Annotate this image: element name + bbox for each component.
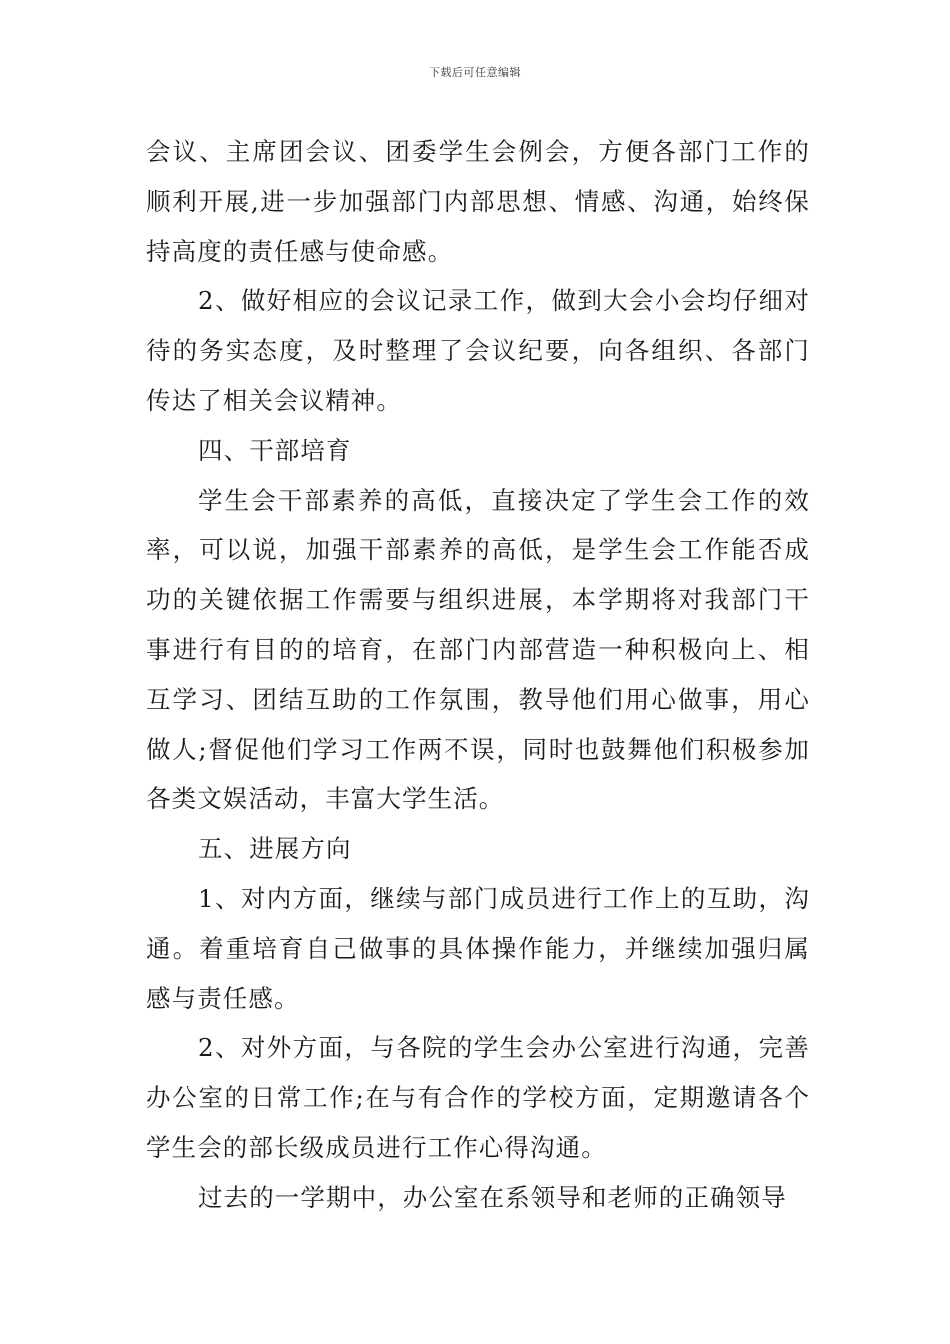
section-heading-development-direction: 五、进展方向: [198, 834, 352, 864]
paragraph-summary-start: 过去的一学期中，办公室在系领导和老师的正确领导: [198, 1182, 787, 1212]
section-heading-cadre-training: 四、干部培育: [198, 435, 352, 465]
paragraph-continuation: 会议、主席团会议、团委学生会例会，方便各部门工作的顺利开展,进一步加强部门内部思想、情感、沟通，始终保持高度的责任感与使命感。: [146, 137, 810, 266]
document-body: [146, 127, 810, 1223]
paragraph-external-direction: 2、对外方面，与各院的学生会办公室进行沟通，完善办公室的日常工作;在与有合作的学校方面，定期邀请各个学生会的部长级成员进行工作心得沟通。: [146, 1033, 810, 1162]
paragraph-internal-direction: 1、对内方面，继续与部门成员进行工作上的互助，沟通。着重培育自己做事的具体操作能力，并继续加强归属感与责任感。: [146, 883, 810, 1013]
paragraph-meeting-records: 2、做好相应的会议记录工作，做到大会小会均仔细对待的务实态度，及时整理了会议纪要，向各组织、各部门传达了相关会议精神。: [146, 286, 810, 415]
paragraph-cadre-training: 学生会干部素养的高低，直接决定了学生会工作的效率，可以说，加强干部素养的高低，是学生会工作能否成功的关键依据工作需要与组织进展，本学期将对我部门干事进行有目的的培育，在部门内部营造一种积极向上、相互学习、团结互助的工作氛围，教导他们用心做事，用心做人;督促他们学习工作两不误，同时也鼓舞他们积极参加各类文娱活动，丰富大学生活。: [146, 485, 810, 814]
page-header-note: 下载后可任意编辑: [429, 66, 521, 79]
